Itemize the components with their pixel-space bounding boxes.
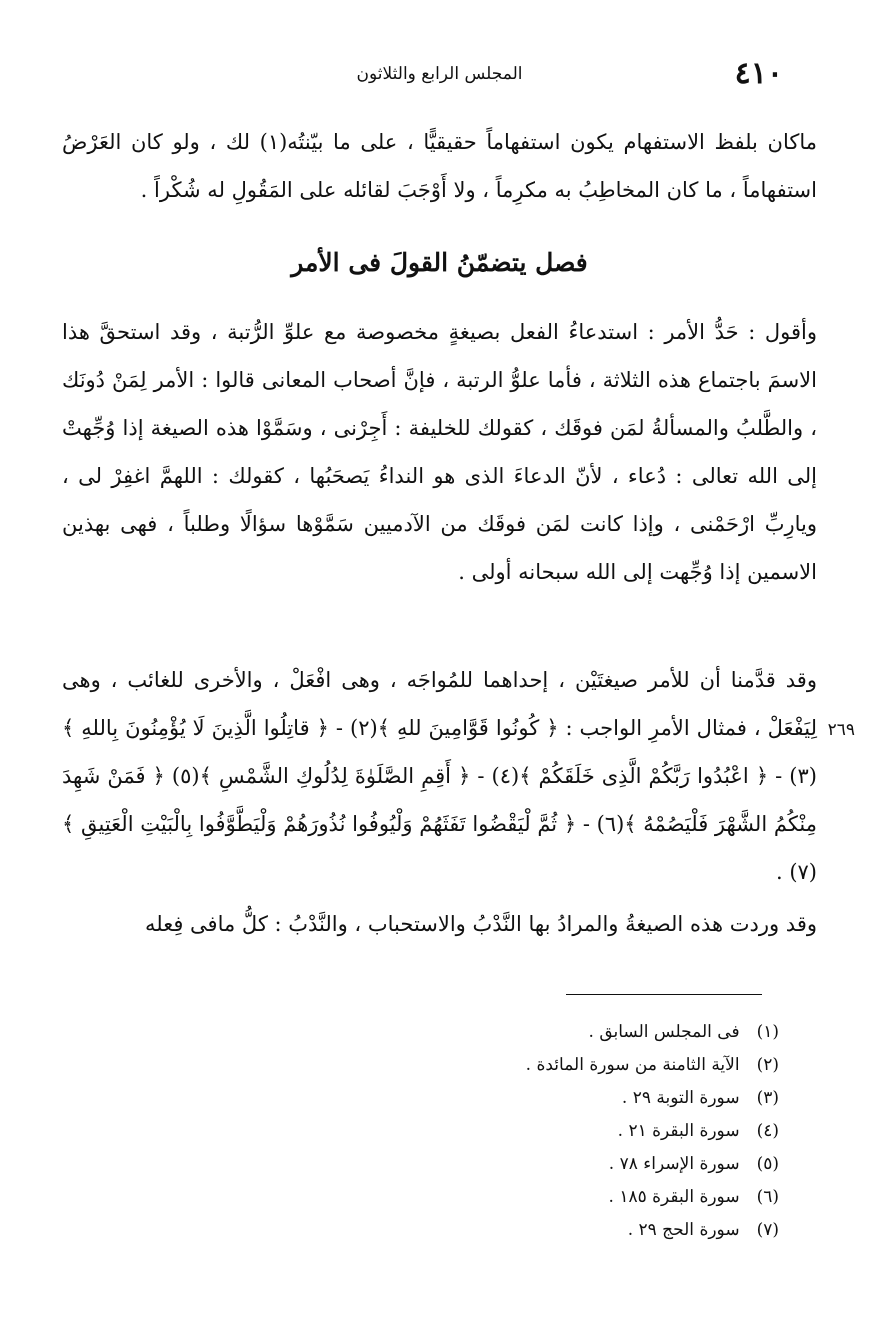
footnote (62, 1016, 779, 1049)
footnote-text: فى المجلس السابق . (588, 1022, 740, 1042)
text-block-4 (62, 900, 817, 948)
footnote-marker: (٧) (756, 1220, 779, 1240)
footnotes (62, 1016, 779, 1247)
footnote (62, 1181, 779, 1214)
paragraph: ماكان بلفظ الاستفهام يكون استفهاماً حقيقيًّا ، على ما بيّنتُه(١) لك ، ولو كان العَرْضُ استفهاماً ، ما كان المخاطِبُ به مكرِماً ، ولا أَوْجَبَ لقائله على المَقُولِ له شُكْراً . (62, 130, 817, 202)
footnote (62, 1049, 779, 1082)
section-heading: فصل يتضمّنُ القولَ فى الأمر (291, 248, 588, 277)
footnote-marker: (٢) (756, 1055, 779, 1075)
footnote (62, 1082, 779, 1115)
paragraph: وقد وردت هذه الصيغةُ والمرادُ بها النَّدْبُ والاستحباب ، والنَّدْبُ : كلُّ مافى فِعله (145, 912, 817, 936)
margin-page-reference: ٢٦٩ (827, 720, 855, 740)
footnote-text: الآية الثامنة من سورة المائدة . (525, 1055, 740, 1075)
footnote (62, 1115, 779, 1148)
text-block-2 (62, 308, 817, 596)
footnote-separator (566, 994, 762, 995)
text-block-3 (62, 656, 817, 896)
footnote-marker: (٥) (756, 1154, 779, 1174)
footnote-marker: (١) (756, 1022, 779, 1042)
footnote (62, 1148, 779, 1181)
footnote-marker: (٣) (756, 1088, 779, 1108)
page-number: ٤١٠ (734, 56, 783, 91)
footnote-text: سورة الإسراء ٧٨ . (608, 1154, 740, 1174)
footnote-text: سورة التوبة ٢٩ . (621, 1088, 740, 1108)
paragraph: وقد قدَّمنا أن للأمر صيغتَيْن ، إحداهما للمُواجَه ، وهى افْعَلْ ، والأخرى للغائب ، وهى لِيَفْعَلْ ، فمثال الأمرِ الواجب : ﴿ كُونُوا قَوَّامِينَ للهِ ﴾(٢) - ﴿ قاتِلُوا الَّذِينَ لَا يُؤْمِنُونَ بِاللهِ ﴾(٣) - ﴿ اعْبُدُوا رَبَّكُمْ الَّذِى خَلَقَكُمْ ﴾(٤) - ﴿ أَقِمِ الصَّلَوٰةَ لِدُلُوكِ الشَّمْسِ ﴾(٥) ﴿ فَمَنْ شَهِدَ مِنْكُمُ الشَّهْرَ فَلْيَصُمْهُ ﴾(٦) - ﴿ ثُمَّ لْيَقْضُوا تَفَثَهُمْ وَلْيُوفُوا نُذُورَهُمْ وَلْيَطَّوَّفُوا بِالْبَيْتِ الْعَتِيقِ ﴾(٧) . (62, 668, 818, 884)
running-header (0, 56, 879, 92)
footnote-text: سورة البقرة ٢١ . (617, 1121, 740, 1141)
footnote-text: سورة الحج ٢٩ . (627, 1220, 740, 1240)
running-title: المجلس الرابع والثلاثون (356, 64, 523, 84)
footnote-marker: (٤) (756, 1121, 779, 1141)
footnote-marker: (٦) (756, 1187, 779, 1207)
paragraph: وأقول : حَدُّ الأمر : استدعاءُ الفعل بصيغةٍ مخصوصة مع علوِّ الرُّتبة ، وقد استحقَّ هذا الاسمَ باجتماع هذه الثلاثة ، فأما علوُّ الرتبة ، فإنَّ أصحاب المعانى قالوا : الأمر لِمَنْ دُونَك ، والطَّلبُ والمسألةُ لمَن فوقَك ، كقولك للخليفة : أَجِرْنى ، وسَمَّوْا هذه الصيغة إذا وُجِّهتْ إلى الله تعالى : دُعاء ، لأنّ الدعاءَ الذى هو النداءُ يَصحَبُها ، كقولك : اللهمَّ اغفِرْ لى ، ويارِبِّ ارْحَمْنى ، وإذا كانت لمَن فوقَك من الآدميين سَمَّوْها سؤالًا وطلباً ، فهى بهذين الاسمين إذا وُجِّهت إلى الله سبحانه أولى . (62, 320, 817, 584)
footnote (62, 1214, 779, 1247)
text-block-1 (62, 118, 817, 214)
footnote-text: سورة البقرة ١٨٥ . (608, 1187, 740, 1207)
